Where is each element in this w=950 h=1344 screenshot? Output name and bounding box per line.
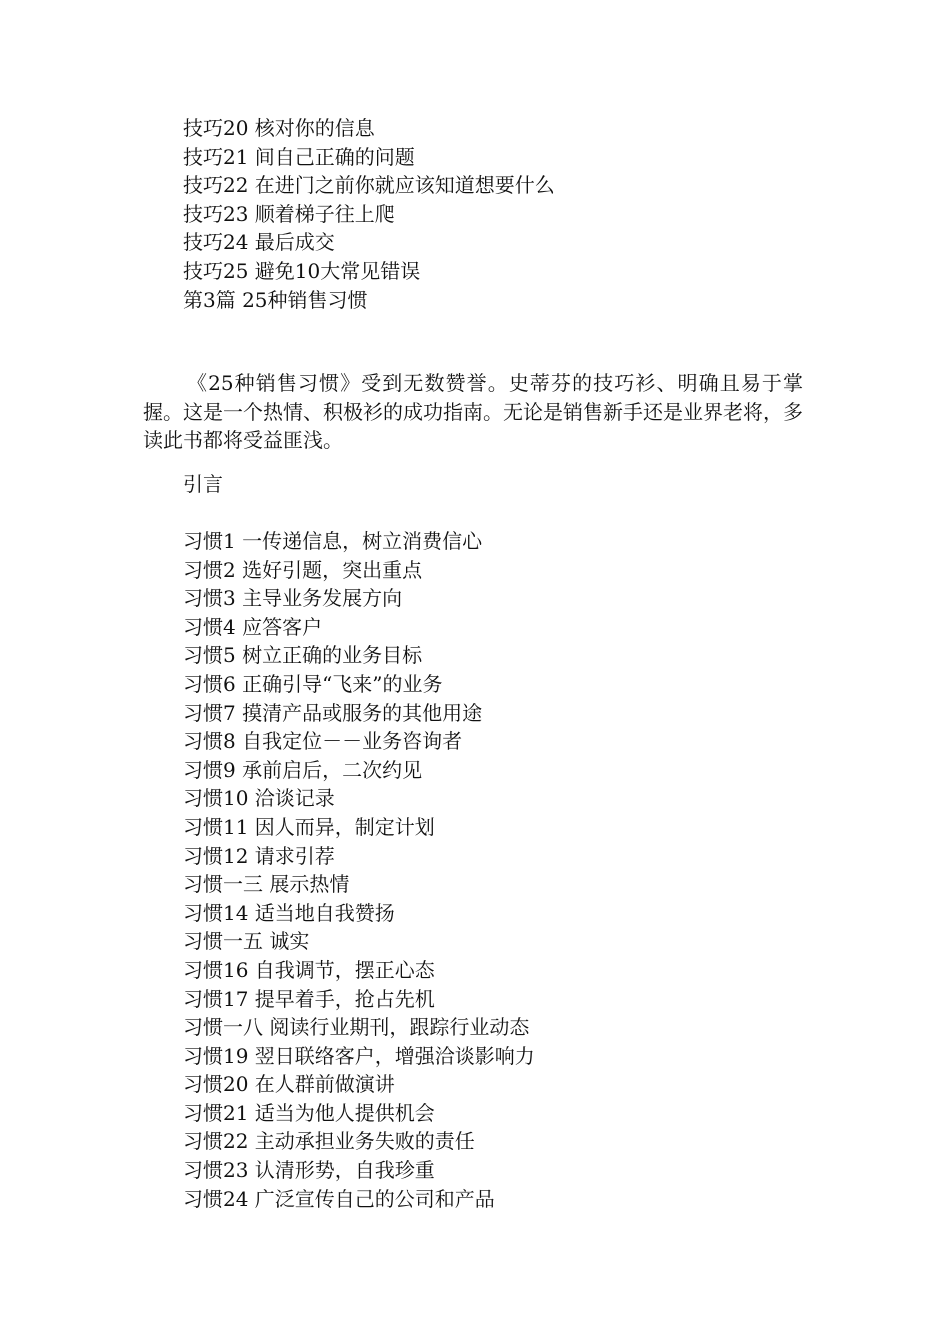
list-item: 习惯19 翌日联络客户，增强洽谈影响力 [183,1043,535,1068]
list-item: 习惯一五 诚实 [183,929,310,954]
list-item: 习惯4 应答客户 [183,614,323,639]
list-item: 习惯24 广泛宣传自己的公司和产品 [183,1186,495,1211]
techniques-list [183,114,555,314]
list-item: 技巧25 避免10大常见错误 [183,258,421,283]
list-item: 第3篇 25种销售习惯 [183,287,368,312]
intro-paragraph: 《25种销售习惯》受到无数赞誉。史蒂芬的技巧衫、明确且易于掌握。这是一个热情、积极衫的成功指南。无论是销售新手还是业界老将，多读此书都将受益匪浅。 [143,371,803,453]
list-item: 习惯7 摸清产品或服务的其他用途 [183,700,483,725]
habits-list [183,527,535,1213]
list-item: 技巧21 间自己正确的问题 [183,144,415,169]
list-item: 习惯21 适当为他人提供机会 [183,1100,435,1125]
list-item: 习惯5 树立正确的业务目标 [183,643,423,668]
list-item: 技巧20 核对你的信息 [183,116,375,140]
list-item: 习惯14 适当地自我赞扬 [183,900,395,925]
list-item: 习惯6 正确引导“飞来”的业务 [183,671,443,696]
list-item: 习惯20 在人群前做演讲 [183,1072,395,1097]
list-item: 习惯2 选好引题，突出重点 [183,557,423,582]
list-item: 习惯一八 阅读行业期刊，跟踪行业动态 [183,1015,530,1040]
intro-heading: 引言 [183,472,223,496]
list-item: 习惯3 主导业务发展方向 [183,586,403,611]
list-item: 习惯10 洽谈记录 [183,786,335,811]
list-item: 习惯17 提早着手，抢占先机 [183,986,435,1011]
list-item: 习惯8 自我定位－－业务咨询者 [183,729,463,754]
list-item: 技巧24 最后成交 [183,230,335,255]
list-item: 习惯16 自我调节，摆正心态 [183,957,435,982]
list-item: 习惯23 认清形势，自我珍重 [183,1158,435,1183]
list-item: 习惯9 承前启后，二次约见 [183,757,423,782]
list-item: 习惯12 请求引荐 [183,843,335,868]
list-item: 习惯11 因人而异，制定计划 [183,814,435,839]
list-item: 习惯一三 展示热情 [183,872,350,897]
list-item: 技巧23 顺着梯子往上爬 [183,201,395,226]
list-item: 技巧22 在进门之前你就应该知道想要什么 [183,173,555,198]
list-item: 习惯1 一传递信息，树立消费信心 [183,529,483,553]
list-item: 习惯22 主动承担业务失败的责任 [183,1129,475,1154]
